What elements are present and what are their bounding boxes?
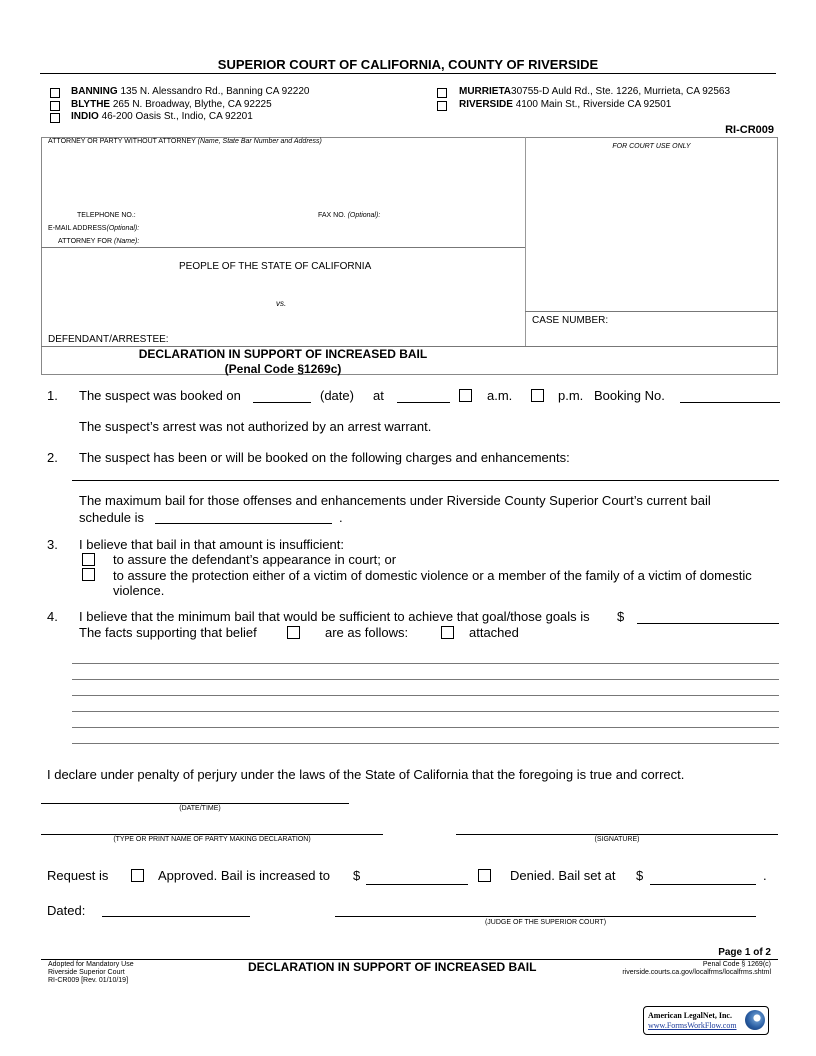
facts-follows-checkbox[interactable] [287, 626, 300, 639]
protection-checkbox[interactable] [82, 568, 95, 581]
declarant-name-input[interactable] [41, 834, 383, 835]
email-label: E-MAIL ADDRESS(Optional): [48, 225, 140, 232]
logo-website: www.FormsWorkFlow.com [648, 1021, 737, 1030]
item-1-booked-text: The suspect was booked on [79, 388, 241, 403]
blythe-checkbox[interactable] [50, 101, 60, 111]
order-period: . [763, 868, 767, 883]
location-banning: BANNING 135 N. Alessandro Rd., Banning CA 92220 [71, 86, 310, 97]
facts-line-2[interactable] [72, 679, 779, 680]
footer-penal-code: Penal Code § 1269(c) [702, 961, 771, 968]
facts-line-5[interactable] [72, 727, 779, 728]
denied-checkbox[interactable] [478, 869, 491, 882]
attorney-for-label: ATTORNEY FOR (Name): [58, 238, 140, 245]
case-number-label: CASE NUMBER: [532, 315, 609, 326]
denied-label: Denied. Bail set at [510, 868, 616, 883]
attorney-label: ATTORNEY OR PARTY WITHOUT ATTORNEY (Name, State Bar Number and Address) [48, 138, 322, 145]
case-number-divider [525, 311, 778, 312]
approved-label: Approved. Bail is increased to [158, 868, 330, 883]
protection-option-1: to assure the protection either of a victim of domestic violence or a member of the family of a victim of domestic [113, 568, 752, 583]
facts-follows-label: are as follows: [325, 625, 409, 640]
max-bail-period: . [339, 510, 343, 525]
item-2-number: 2. [47, 450, 58, 465]
protection-option-2: violence. [113, 583, 165, 598]
appearance-checkbox[interactable] [82, 553, 95, 566]
form-number: RI-CR009 [725, 124, 774, 136]
appearance-option: to assure the defendant’s appearance in court; or [113, 552, 397, 567]
item-1-number: 1. [47, 388, 58, 403]
increased-bail-input[interactable] [366, 884, 468, 885]
telephone-label: TELEPHONE NO.: [77, 212, 136, 219]
approved-dollar: $ [353, 868, 361, 883]
max-bail-text-2: schedule is [79, 510, 145, 525]
footer-adopted: Adopted for Mandatory Use [48, 961, 134, 968]
perjury-statement: I declare under penalty of perjury under the laws of the State of California that the foregoing is true and correct. [47, 767, 685, 782]
footer-court: Riverside Superior Court [48, 969, 125, 976]
item-3-number: 3. [47, 537, 58, 552]
defendant-label: DEFENDANT/ARRESTEE: [48, 334, 169, 345]
max-bail-text-1: The maximum bail for those offenses and enhancements under Riverside County Superior Court’s current bail [79, 493, 711, 508]
pm-checkbox[interactable] [531, 389, 544, 402]
fax-label: FAX NO. (Optional): [318, 212, 381, 219]
dated-input[interactable] [102, 916, 250, 917]
min-bail-dollar: $ [617, 609, 625, 624]
court-title: SUPERIOR COURT OF CALIFORNIA, COUNTY OF RIVERSIDE [217, 57, 599, 72]
footer-url[interactable]: riverside.courts.ca.gov/localfrms/localfrms.shtml [622, 969, 771, 976]
warrant-statement: The suspect’s arrest was not authorized by an arrest warrant. [79, 419, 432, 434]
dated-label: Dated: [47, 903, 86, 918]
vs-label: vs. [276, 299, 287, 308]
booking-time-input[interactable] [397, 402, 450, 403]
signature-caption: (SIGNATURE) [594, 836, 640, 843]
facts-attached-label: attached [469, 625, 519, 640]
logo-swirl-icon [745, 1010, 765, 1030]
request-is-label: Request is [47, 868, 109, 883]
booking-date-input[interactable] [253, 402, 311, 403]
facts-line-1[interactable] [72, 663, 779, 664]
footer-title: DECLARATION IN SUPPORT OF INCREASED BAIL [248, 960, 537, 974]
logo-company-name: American LegalNet, Inc. [648, 1011, 732, 1020]
form-title: DECLARATION IN SUPPORT OF INCREASED BAIL [138, 347, 428, 361]
booking-no-label: Booking No. [594, 388, 665, 403]
court-use-label: FOR COURT USE ONLY [612, 143, 691, 150]
footer-revision: RI-CR009 [Rev. 01/10/19] [48, 977, 129, 984]
booking-no-input[interactable] [680, 402, 780, 403]
judge-signature-input[interactable] [335, 916, 756, 917]
facts-line-3[interactable] [72, 695, 779, 696]
page-number: Page 1 of 2 [718, 947, 771, 958]
caption-divider [525, 137, 526, 347]
facts-label: The facts supporting that belief [79, 625, 257, 640]
bail-set-input[interactable] [650, 884, 756, 885]
signature-input[interactable] [456, 834, 778, 835]
location-blythe: BLYTHE 265 N. Broadway, Blythe, CA 92225 [71, 99, 272, 110]
item-3-text: I believe that bail in that amount is insufficient: [79, 537, 344, 552]
date-time-input[interactable] [41, 803, 349, 804]
banning-checkbox[interactable] [50, 88, 60, 98]
location-murrieta: MURRIETA30755-D Auld Rd., Ste. 1226, Murrieta, CA 92563 [459, 86, 731, 97]
party-divider [41, 247, 525, 248]
facts-line-4[interactable] [72, 711, 779, 712]
indio-checkbox[interactable] [50, 113, 60, 123]
formsworkflow-logo[interactable] [643, 1006, 769, 1035]
denied-dollar: $ [636, 868, 644, 883]
facts-line-6[interactable] [72, 743, 779, 744]
location-indio: INDIO 46-200 Oasis St., Indio, CA 92201 [71, 111, 253, 122]
item-4-number: 4. [47, 609, 58, 624]
min-bail-input[interactable] [637, 623, 779, 624]
judge-caption: (JUDGE OF THE SUPERIOR COURT) [484, 919, 607, 926]
am-label: a.m. [487, 388, 513, 403]
date-label: (date) [320, 388, 354, 403]
item-4-text: I believe that the minimum bail that would be sufficient to achieve that goal/those goals is [79, 609, 590, 624]
bail-schedule-input[interactable] [155, 523, 332, 524]
pm-label: p.m. [558, 388, 584, 403]
header-rule [40, 73, 776, 74]
charges-input[interactable] [72, 480, 779, 481]
item-2-text: The suspect has been or will be booked on the following charges and enhancements: [79, 450, 570, 465]
approved-checkbox[interactable] [131, 869, 144, 882]
murrieta-checkbox[interactable] [437, 88, 447, 98]
date-time-caption: (DATE/TIME) [179, 805, 221, 812]
location-riverside: RIVERSIDE 4100 Main St., Riverside CA 92501 [459, 99, 672, 110]
people-label: PEOPLE OF THE STATE OF CALIFORNIA [179, 261, 372, 272]
at-label: at [373, 388, 384, 403]
form-subtitle: (Penal Code §1269c) [224, 362, 342, 376]
riverside-checkbox[interactable] [437, 101, 447, 111]
attorney-name-input[interactable] [48, 150, 518, 206]
facts-attached-checkbox[interactable] [441, 626, 454, 639]
declarant-name-caption: (TYPE OR PRINT NAME OF PARTY MAKING DECLARATION) [113, 836, 311, 843]
am-checkbox[interactable] [459, 389, 472, 402]
